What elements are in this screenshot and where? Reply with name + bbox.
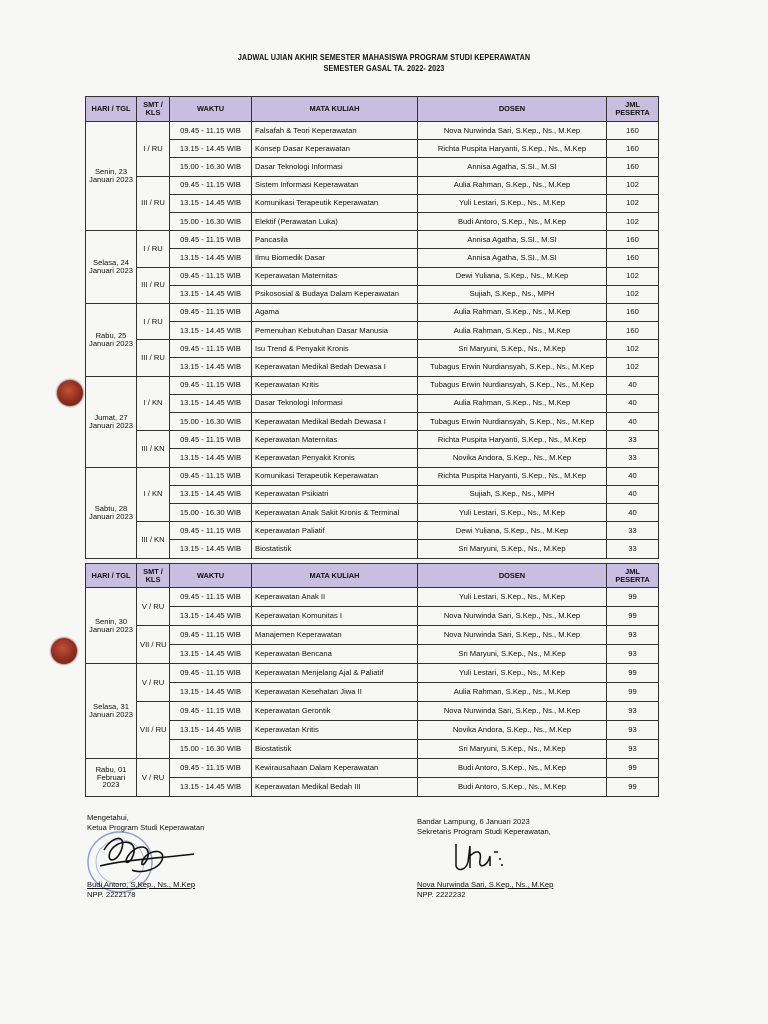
course-cell: Keperawatan Psikiatri bbox=[252, 485, 418, 503]
course-cell: Keperawatan Medikal Bedah Dewasa I bbox=[252, 413, 418, 431]
lecturer-cell: Nova Nurwinda Sari, S.Kep., Ns., M.Kep bbox=[418, 607, 607, 626]
time-cell: 15.00 - 16.30 WIB bbox=[170, 413, 252, 431]
time-cell: 13.15 - 14.45 WIB bbox=[170, 449, 252, 467]
lecturer-cell: Yuli Lestari, S.Kep., Ns., M.Kep bbox=[418, 664, 607, 683]
table-row bbox=[86, 303, 659, 321]
course-cell: Keperawatan Maternitas bbox=[252, 267, 418, 285]
course-cell: Pemenuhan Kebutuhan Dasar Manusia bbox=[252, 322, 418, 340]
course-cell: Pancasila bbox=[252, 231, 418, 249]
lecturer-cell: Budi Antoro, S.Kep., Ns., M.Kep bbox=[418, 778, 607, 797]
table-row bbox=[86, 607, 659, 626]
time-cell: 15.00 - 16.30 WIB bbox=[170, 503, 252, 521]
course-cell: Keperawatan Anak Sakit Kronis & Terminal bbox=[252, 503, 418, 521]
table-row bbox=[86, 285, 659, 303]
lecturer-cell: Budi Antoro, S.Kep., Ns., M.Kep bbox=[418, 212, 607, 230]
semester-class-cell: III / RU bbox=[137, 267, 170, 303]
course-cell: Falsafah & Teori Keperawatan bbox=[252, 122, 418, 140]
day-cell: Senin, 30 Januari 2023 bbox=[86, 588, 137, 664]
participants-cell: 160 bbox=[607, 303, 659, 321]
participants-cell: 99 bbox=[607, 683, 659, 702]
lecturer-cell: Sri Maryuni, S.Kep., Ns., M.Kep bbox=[418, 740, 607, 759]
table-row bbox=[86, 158, 659, 176]
signer-name: Budi Antoro, S.Kep., Ns., M.Kep bbox=[87, 880, 196, 889]
table-row bbox=[86, 503, 659, 521]
semester-class-cell: I / KN bbox=[137, 467, 170, 522]
time-cell: 13.15 - 14.45 WIB bbox=[170, 358, 252, 376]
course-cell: Agama bbox=[252, 303, 418, 321]
time-cell: 09.45 - 11.15 WIB bbox=[170, 759, 252, 778]
time-cell: 09.45 - 11.15 WIB bbox=[170, 340, 252, 358]
lecturer-cell: Aulia Rahman, S.Kep., Ns., M.Kep bbox=[418, 683, 607, 702]
participants-cell: 93 bbox=[607, 702, 659, 721]
table-row bbox=[86, 413, 659, 431]
course-cell: Dasar Teknologi Informasi bbox=[252, 394, 418, 412]
lecturer-cell: Tubagus Erwin Nurdiansyah, S.Kep., Ns., M.Kep bbox=[418, 358, 607, 376]
participants-cell: 40 bbox=[607, 503, 659, 521]
semester-class-cell: III / KN bbox=[137, 431, 170, 467]
table-row bbox=[86, 340, 659, 358]
course-cell: Keperawatan Menjelang Ajal & Paliatif bbox=[252, 664, 418, 683]
day-cell: Selasa, 24 Januari 2023 bbox=[86, 231, 137, 304]
lecturer-cell: Nova Nurwinda Sari, S.Kep., Ns., M.Kep bbox=[418, 702, 607, 721]
course-cell: Biostatistik bbox=[252, 540, 418, 558]
lecturer-cell: Budi Antoro, S.Kep., Ns., M.Kep bbox=[418, 759, 607, 778]
semester-class-cell: VII / RU bbox=[137, 626, 170, 664]
day-cell: Sabtu, 28 Januari 2023 bbox=[86, 467, 137, 558]
participants-cell: 33 bbox=[607, 540, 659, 558]
semester-class-cell: I / RU bbox=[137, 231, 170, 267]
time-cell: 13.15 - 14.45 WIB bbox=[170, 485, 252, 503]
table-row bbox=[86, 664, 659, 683]
participants-cell: 102 bbox=[607, 358, 659, 376]
signer-npp: NPP. 2222178 bbox=[87, 889, 136, 899]
lecturer-cell: Sujiah, S.Kep., Ns., MPH bbox=[418, 285, 607, 303]
signer-block-left bbox=[87, 880, 195, 900]
time-cell: 09.45 - 11.15 WIB bbox=[170, 522, 252, 540]
table-row bbox=[86, 449, 659, 467]
lecturer-cell: Aulia Rahman, S.Kep., Ns., M.Kep bbox=[418, 303, 607, 321]
lecturer-cell: Sri Maryuni, S.Kep., Ns., M.Kep bbox=[418, 340, 607, 358]
participants-cell: 160 bbox=[607, 122, 659, 140]
table-row bbox=[86, 212, 659, 230]
semester-class-cell: I / KN bbox=[137, 376, 170, 431]
course-cell: Keperawatan Kritis bbox=[252, 376, 418, 394]
table-row bbox=[86, 540, 659, 558]
header-smt: SMT / KLS bbox=[137, 97, 170, 122]
binder-hole bbox=[57, 380, 83, 406]
header-waktu: WAKTU bbox=[170, 97, 252, 122]
course-cell: Komunikasi Terapeutik Keperawatan bbox=[252, 467, 418, 485]
lecturer-cell: Nova Nurwinda Sari, S.Kep., Ns., M.Kep bbox=[418, 122, 607, 140]
time-cell: 09.45 - 11.15 WIB bbox=[170, 431, 252, 449]
header-dosen: DOSEN bbox=[418, 97, 607, 122]
lecturer-cell: Tubagus Erwin Nurdiansyah, S.Kep., Ns., M.Kep bbox=[418, 413, 607, 431]
lecturer-cell: Dewi Yuliana, S.Kep., Ns., M.Kep bbox=[418, 522, 607, 540]
header-mata-kuliah: MATA KULIAH bbox=[252, 97, 418, 122]
schedule-table-1 bbox=[85, 96, 659, 559]
time-cell: 15.00 - 16.30 WIB bbox=[170, 158, 252, 176]
course-cell: Keperawatan Bencana bbox=[252, 645, 418, 664]
semester-class-cell: VII / RU bbox=[137, 702, 170, 759]
lecturer-cell: Nova Nurwinda Sari, S.Kep., Ns., M.Kep bbox=[418, 626, 607, 645]
header-hari: HARI / TGL bbox=[86, 564, 137, 588]
semester-class-cell: III / KN bbox=[137, 522, 170, 558]
day-cell: Senin, 23 Januari 2023 bbox=[86, 122, 137, 231]
table-row bbox=[86, 626, 659, 645]
course-cell: Ilmu Biomedik Dasar bbox=[252, 249, 418, 267]
time-cell: 09.45 - 11.15 WIB bbox=[170, 303, 252, 321]
day-cell: Rabu, 01 Februari 2023 bbox=[86, 759, 137, 797]
table-row bbox=[86, 176, 659, 194]
lecturer-cell: Sujiah, S.Kep., Ns., MPH bbox=[418, 485, 607, 503]
signer-block-right bbox=[417, 880, 553, 900]
course-cell: Manajemen Keperawatan bbox=[252, 626, 418, 645]
participants-cell: 33 bbox=[607, 449, 659, 467]
semester-class-cell: V / RU bbox=[137, 588, 170, 626]
course-cell: Keperawatan Kesehatan Jiwa II bbox=[252, 683, 418, 702]
document-subtitle: SEMESTER GASAL TA. 2022- 2023 bbox=[323, 64, 445, 73]
acknowledged-label: Mengetahui, bbox=[87, 813, 129, 822]
participants-cell: 160 bbox=[607, 140, 659, 158]
course-cell: Biostatistik bbox=[252, 740, 418, 759]
participants-cell: 93 bbox=[607, 740, 659, 759]
lecturer-cell: Sri Maryuni, S.Kep., Ns., M.Kep bbox=[418, 645, 607, 664]
lecturer-cell: Dewi Yuliana, S.Kep., Ns., M.Kep bbox=[418, 267, 607, 285]
header-smt: SMT / KLS bbox=[137, 564, 170, 588]
lecturer-cell: Annisa Agatha, S.SI., M.SI bbox=[418, 249, 607, 267]
time-cell: 09.45 - 11.15 WIB bbox=[170, 176, 252, 194]
table-row bbox=[86, 140, 659, 158]
time-cell: 09.45 - 11.15 WIB bbox=[170, 376, 252, 394]
document-title: JADWAL UJIAN AKHIR SEMESTER MAHASISWA PROGRAM STUDI KEPERAWATAN bbox=[237, 53, 531, 62]
table-row bbox=[86, 431, 659, 449]
lecturer-cell: Richta Puspita Haryanti, S.Kep., Ns., M.Kep bbox=[418, 467, 607, 485]
time-cell: 13.15 - 14.45 WIB bbox=[170, 721, 252, 740]
course-cell: Keperawatan Maternitas bbox=[252, 431, 418, 449]
table-row bbox=[86, 702, 659, 721]
signature-right bbox=[448, 836, 518, 880]
table-row bbox=[86, 467, 659, 485]
time-cell: 13.15 - 14.45 WIB bbox=[170, 194, 252, 212]
lecturer-cell: Annisa Agatha, S.SI., M.SI bbox=[418, 231, 607, 249]
signature-block-right bbox=[417, 817, 551, 837]
lecturer-cell: Yuli Lestari, S.Kep., Ns., M.Kep bbox=[418, 503, 607, 521]
signer-npp: NPP. 2222232 bbox=[417, 889, 466, 899]
participants-cell: 99 bbox=[607, 588, 659, 607]
lecturer-cell: Sri Maryuni, S.Kep., Ns., M.Kep bbox=[418, 540, 607, 558]
table-row bbox=[86, 721, 659, 740]
lecturer-cell: Annisa Agatha, S.SI., M.SI bbox=[418, 158, 607, 176]
table-row bbox=[86, 588, 659, 607]
course-cell: Elektif (Perawatan Luka) bbox=[252, 212, 418, 230]
time-cell: 13.15 - 14.45 WIB bbox=[170, 394, 252, 412]
time-cell: 13.15 - 14.45 WIB bbox=[170, 645, 252, 664]
time-cell: 15.00 - 16.30 WIB bbox=[170, 212, 252, 230]
header-mata-kuliah: MATA KULIAH bbox=[252, 564, 418, 588]
participants-cell: 160 bbox=[607, 231, 659, 249]
course-cell: Isu Trend & Penyakit Kronis bbox=[252, 340, 418, 358]
course-cell: Kewirausahaan Dalam Keperawatan bbox=[252, 759, 418, 778]
semester-class-cell: V / RU bbox=[137, 759, 170, 797]
course-cell: Keperawatan Kritis bbox=[252, 721, 418, 740]
course-cell: Sistem Informasi Keperawatan bbox=[252, 176, 418, 194]
semester-class-cell: V / RU bbox=[137, 664, 170, 702]
participants-cell: 102 bbox=[607, 194, 659, 212]
participants-cell: 33 bbox=[607, 431, 659, 449]
lecturer-cell: Aulia Rahman, S.Kep., Ns., M.Kep bbox=[418, 176, 607, 194]
participants-cell: 160 bbox=[607, 158, 659, 176]
participants-cell: 99 bbox=[607, 664, 659, 683]
participants-cell: 40 bbox=[607, 467, 659, 485]
day-cell: Jumat, 27 Januari 2023 bbox=[86, 376, 137, 467]
table-row bbox=[86, 394, 659, 412]
day-cell: Selasa, 31 Januari 2023 bbox=[86, 664, 137, 759]
participants-cell: 93 bbox=[607, 645, 659, 664]
course-cell: Keperawatan Gerontik bbox=[252, 702, 418, 721]
time-cell: 13.15 - 14.45 WIB bbox=[170, 249, 252, 267]
time-cell: 13.15 - 14.45 WIB bbox=[170, 778, 252, 797]
header-hari: HARI / TGL bbox=[86, 97, 137, 122]
lecturer-cell: Aulia Rahman, S.Kep., Ns., M.Kep bbox=[418, 322, 607, 340]
participants-cell: 40 bbox=[607, 394, 659, 412]
semester-class-cell: III / RU bbox=[137, 176, 170, 231]
lecturer-cell: Novika Andora, S.Kep., Ns., M.Kep bbox=[418, 449, 607, 467]
table-row bbox=[86, 194, 659, 212]
table-row bbox=[86, 376, 659, 394]
table-row bbox=[86, 683, 659, 702]
course-cell: Keperawatan Penyakit Kronis bbox=[252, 449, 418, 467]
time-cell: 09.45 - 11.15 WIB bbox=[170, 588, 252, 607]
course-cell: Psikososial & Budaya Dalam Keperawatan bbox=[252, 285, 418, 303]
lecturer-cell: Novika Andora, S.Kep., Ns., M.Kep bbox=[418, 721, 607, 740]
table-row bbox=[86, 267, 659, 285]
lecturer-cell: Aulia Rahman, S.Kep., Ns., M.Kep bbox=[418, 394, 607, 412]
time-cell: 13.15 - 14.45 WIB bbox=[170, 285, 252, 303]
participants-cell: 102 bbox=[607, 212, 659, 230]
time-cell: 13.15 - 14.45 WIB bbox=[170, 140, 252, 158]
header-waktu: WAKTU bbox=[170, 564, 252, 588]
semester-class-cell: I / RU bbox=[137, 122, 170, 177]
header-peserta: JML PESERTA bbox=[607, 564, 659, 588]
participants-cell: 40 bbox=[607, 485, 659, 503]
time-cell: 13.15 - 14.45 WIB bbox=[170, 540, 252, 558]
table-row bbox=[86, 778, 659, 797]
participants-cell: 99 bbox=[607, 607, 659, 626]
schedule-table-2 bbox=[85, 563, 659, 797]
time-cell: 13.15 - 14.45 WIB bbox=[170, 683, 252, 702]
participants-cell: 160 bbox=[607, 249, 659, 267]
semester-class-cell: III / RU bbox=[137, 340, 170, 376]
table-row bbox=[86, 231, 659, 249]
lecturer-cell: Richta Puspita Haryanti, S.Kep., Ns., M.Kep bbox=[418, 140, 607, 158]
participants-cell: 93 bbox=[607, 626, 659, 645]
lecturer-cell: Tubagus Erwin Nurdiansyah, S.Kep., Ns., M.Kep bbox=[418, 376, 607, 394]
table-row bbox=[86, 322, 659, 340]
course-cell: Komunikasi Terapeutik Keperawatan bbox=[252, 194, 418, 212]
table-row bbox=[86, 740, 659, 759]
signer-name: Nova Nurwinda Sari, S.Kep., Ns., M.Kep bbox=[417, 880, 554, 889]
table-row bbox=[86, 358, 659, 376]
participants-cell: 40 bbox=[607, 413, 659, 431]
day-cell: Rabu, 25 Januari 2023 bbox=[86, 303, 137, 376]
participants-cell: 33 bbox=[607, 522, 659, 540]
time-cell: 09.45 - 11.15 WIB bbox=[170, 231, 252, 249]
header-peserta: JML PESERTA bbox=[607, 97, 659, 122]
table-row bbox=[86, 645, 659, 664]
course-cell: Dasar Teknologi Informasi bbox=[252, 158, 418, 176]
table-row bbox=[86, 522, 659, 540]
time-cell: 13.15 - 14.45 WIB bbox=[170, 322, 252, 340]
participants-cell: 102 bbox=[607, 176, 659, 194]
course-cell: Keperawatan Medikal Bedah III bbox=[252, 778, 418, 797]
course-cell: Keperawatan Paliatif bbox=[252, 522, 418, 540]
lecturer-cell: Yuli Lestari, S.Kep., Ns., M.Kep bbox=[418, 588, 607, 607]
time-cell: 09.45 - 11.15 WIB bbox=[170, 467, 252, 485]
participants-cell: 93 bbox=[607, 721, 659, 740]
course-cell: Keperawatan Komunitas I bbox=[252, 607, 418, 626]
participants-cell: 160 bbox=[607, 322, 659, 340]
time-cell: 09.45 - 11.15 WIB bbox=[170, 702, 252, 721]
time-cell: 15.00 - 16.30 WIB bbox=[170, 740, 252, 759]
participants-cell: 102 bbox=[607, 285, 659, 303]
participants-cell: 102 bbox=[607, 340, 659, 358]
course-cell: Keperawatan Medikal Bedah Dewasa I bbox=[252, 358, 418, 376]
header-dosen: DOSEN bbox=[418, 564, 607, 588]
course-cell: Konsep Dasar Keperawatan bbox=[252, 140, 418, 158]
time-cell: 09.45 - 11.15 WIB bbox=[170, 626, 252, 645]
lecturer-cell: Richta Puspita Haryanti, S.Kep., Ns., M.Kep bbox=[418, 431, 607, 449]
table-row bbox=[86, 249, 659, 267]
time-cell: 13.15 - 14.45 WIB bbox=[170, 607, 252, 626]
participants-cell: 102 bbox=[607, 267, 659, 285]
binder-hole bbox=[51, 638, 77, 664]
time-cell: 09.45 - 11.15 WIB bbox=[170, 122, 252, 140]
table-row bbox=[86, 122, 659, 140]
time-cell: 09.45 - 11.15 WIB bbox=[170, 664, 252, 683]
course-cell: Keperawatan Anak II bbox=[252, 588, 418, 607]
place-date: Bandar Lampung, 6 Januari 2023 bbox=[417, 817, 530, 826]
signer-title: Sekretaris Program Studi Keperawatan, bbox=[417, 826, 551, 836]
table-row bbox=[86, 485, 659, 503]
signer-title: Ketua Program Studi Keperawatan bbox=[87, 822, 205, 832]
participants-cell: 99 bbox=[607, 759, 659, 778]
semester-class-cell: I / RU bbox=[137, 303, 170, 339]
participants-cell: 99 bbox=[607, 778, 659, 797]
time-cell: 09.45 - 11.15 WIB bbox=[170, 267, 252, 285]
lecturer-cell: Yuli Lestari, S.Kep., Ns., M.Kep bbox=[418, 194, 607, 212]
participants-cell: 40 bbox=[607, 376, 659, 394]
table-row bbox=[86, 759, 659, 778]
